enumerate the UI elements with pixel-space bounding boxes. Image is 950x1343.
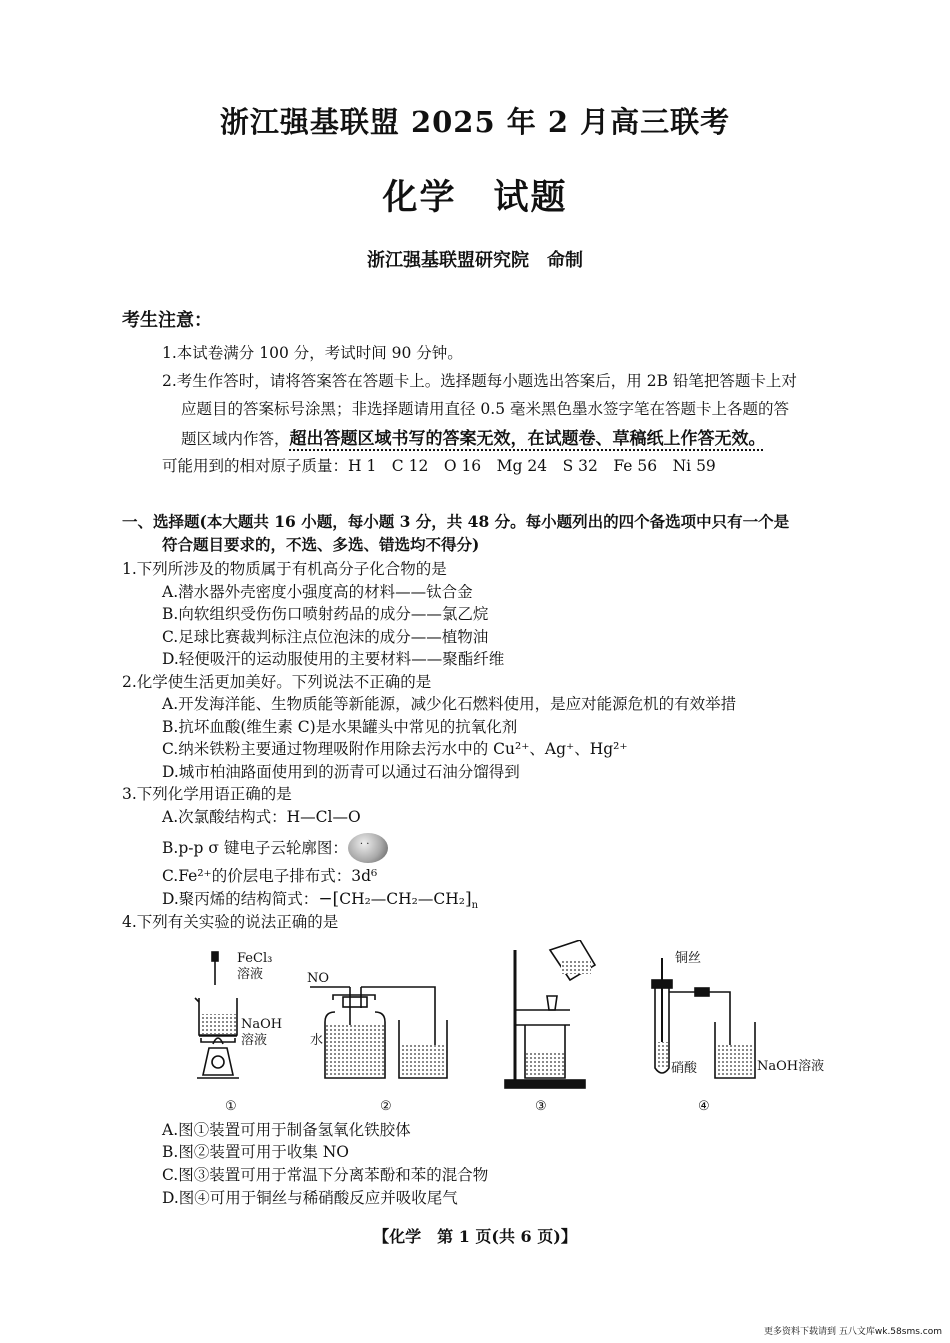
atomic-mass-line: 可能用到的相对原子质量：H 1 C 12 O 16 Mg 24 S 32 Fe 56 Ni 59	[162, 457, 716, 475]
q2-option-d: D.城市柏油路面使用到的沥青可以通过石油分馏得到	[162, 763, 520, 781]
sigma-bond-cloud-icon	[348, 833, 388, 863]
notice-item-2-line-1: 2.考生作答时，请将答案答在答题卡上。选择题每小题选出答案后，用 2B 铅笔把答题卡上对	[162, 372, 797, 390]
apparatus-figures	[185, 940, 825, 1115]
figure-label-1: ①	[225, 1099, 237, 1114]
f2-gas: NO	[307, 971, 330, 986]
q4-option-a: A.图①装置可用于制备氢氧化铁胶体	[162, 1121, 411, 1139]
figure-3-apparatus	[505, 940, 595, 1088]
figure-4-apparatus	[652, 958, 755, 1078]
q4-option-b: B.图②装置可用于收集 NO	[162, 1143, 350, 1161]
q3-option-d-text: D.聚丙烯的结构简式：	[162, 890, 319, 908]
f4-wire: 铜丝	[675, 951, 702, 966]
q4-option-d: D.图④可用于铜丝与稀硝酸反应并吸收尾气	[162, 1189, 458, 1207]
notice-title: 考生注意：	[122, 310, 212, 331]
q1-option-c: C.足球比赛裁判标注点位泡沫的成分——植物油	[162, 628, 489, 646]
exam-title: 浙江强基联盟 2025 年 2 月高三联考	[219, 105, 731, 139]
publisher: 浙江强基联盟研究院 命制	[367, 250, 583, 271]
q3-option-d-formula: CH₂—CH₂—CH₂	[339, 890, 465, 908]
q3-option-a: A.次氯酸结构式：H—Cl—O	[162, 808, 361, 826]
q3-stem: 3.下列化学用语正确的是	[122, 785, 292, 803]
q3-option-c: C.Fe²⁺的价层电子排布式：3d⁶	[162, 867, 378, 885]
f1-reagent2b: 溶液	[241, 1033, 268, 1048]
figure-label-3: ③	[535, 1099, 547, 1114]
page-footer: 【化学 第 1 页(共 6 页)】	[373, 1227, 577, 1246]
watermark-link[interactable]: 更多资料下载请到 五八文库wk.58sms.com	[764, 1327, 942, 1337]
figure-label-2: ②	[380, 1099, 392, 1114]
f2-water: 水	[310, 1033, 324, 1048]
f4-naoh: NaOH溶液	[757, 1059, 825, 1074]
section-1-title-line-2: 符合题目要求的，不选、多选、错选均不得分)	[162, 535, 480, 554]
figure-label-4: ④	[698, 1099, 710, 1114]
q2-option-a: A.开发海洋能、生物质能等新能源，减少化石燃料使用，是应对能源危机的有效举措	[162, 695, 737, 713]
q3-option-b-text: B.p-p σ 键电子云轮廓图：	[162, 839, 348, 857]
q3-option-b	[162, 834, 388, 864]
f1-reagent2a: NaOH	[241, 1017, 283, 1032]
q1-option-d: D.轻便吸汗的运动服使用的主要材料——聚酯纤维	[162, 650, 505, 668]
q2-stem: 2.化学使生活更加美好。下列说法不正确的是	[122, 673, 432, 691]
q4-option-c: C.图③装置可用于常温下分离苯酚和苯的混合物	[162, 1166, 489, 1184]
q1-option-a: A.潜水器外壳密度小强度高的材料——钛合金	[162, 583, 473, 601]
q3-option-d: D.聚丙烯的结构简式：$-[CH_2—CH_2—CH_2]_n$	[162, 889, 479, 912]
f4-acid: 硝酸	[671, 1061, 698, 1076]
subject-title: 化学 试题	[382, 177, 568, 218]
notice-emphasis: 超出答题区域书写的答案无效，在试题卷、草稿纸上作答无效。	[289, 429, 766, 449]
f1-reagent1b: 溶液	[237, 967, 264, 982]
q1-option-b: B.向软组织受伤伤口喷射药品的成分——氯乙烷	[162, 605, 489, 623]
notice-item-2-line-2: 应题目的答案标号涂黑；非选择题请用直径 0.5 毫米黑色墨水签字笔在答题卡上各题的答	[181, 400, 790, 418]
q1-stem: 1.下列所涉及的物质属于有机高分子化合物的是	[122, 560, 447, 578]
q2-option-b: B.抗坏血酸(维生素 C)是水果罐头中常见的抗氧化剂	[162, 718, 518, 736]
q4-stem: 4.下列有关实验的说法正确的是	[122, 913, 339, 931]
notice-item-1: 1.本试卷满分 100 分，考试时间 90 分钟。	[162, 344, 463, 362]
f1-reagent1a: FeCl₃	[237, 951, 273, 966]
q2-option-c: C.纳米铁粉主要通过物理吸附作用除去污水中的 Cu²⁺、Ag⁺、Hg²⁺	[162, 740, 628, 758]
notice-item-2-text: 题区域内作答，	[181, 430, 290, 448]
figure-2-apparatus	[310, 987, 447, 1078]
notice-item-2-line-3	[181, 424, 766, 449]
q3-option-d-n: n	[471, 900, 479, 912]
section-1-title-line-1: 一、选择题(本大题共 16 小题，每小题 3 分，共 48 分。每小题列出的四个备选项中只有一个是	[122, 512, 790, 531]
figure-1-apparatus	[195, 952, 239, 1078]
